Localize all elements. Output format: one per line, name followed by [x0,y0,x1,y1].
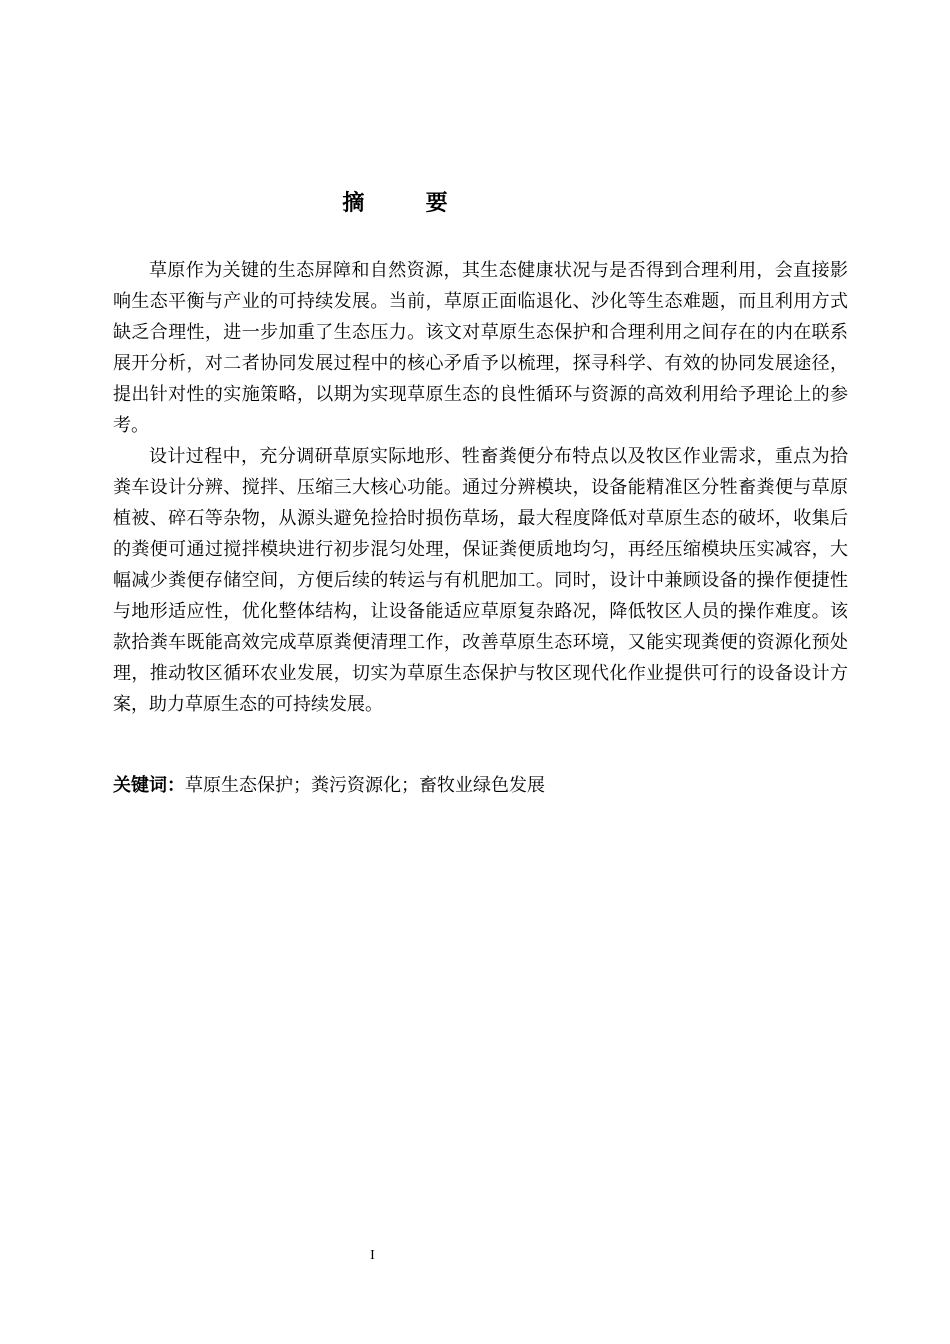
abstract-paragraph-2: 设计过程中，充分调研草原实际地形、牲畜粪便分布特点以及牧区作业需求，重点为拾粪车设计分辨、搅拌、压缩三大核心功能。通过分辨模块，设备能精准区分牲畜粪便与草原植被、碎石等杂物，从源头避免捡拾时损伤草场，最大程度降低对草原生态的破坏，收集后的粪便可通过搅拌模块进行初步混匀处理，保证粪便质地均匀，再经压缩模块压实减容，大幅减少粪便存储空间，方便后续的转运与有机肥加工。同时，设计中兼顾设备的操作便捷性与地形适应性，优化整体结构，让设备能适应草原复杂路况，降低牧区人员的操作难度。该款拾粪车既能高效完成草原粪便清理工作，改善草原生态环境，又能实现粪便的资源化预处理，推动牧区循环农业发展，切实为草原生态保护与牧区现代化作业提供可行的设备设计方案，助力草原生态的可持续发展。 [113,446,848,715]
abstract-body [113,255,848,720]
page-number: I [370,1248,375,1263]
abstract-title: 摘 要 [342,191,448,216]
keywords-label: 关键词： [113,775,185,796]
keywords-line [113,770,848,801]
keywords-text: 草原生态保护；粪污资源化；畜牧业绿色发展 [185,775,545,796]
abstract-paragraph-1: 草原作为关键的生态屏障和自然资源，其生态健康状况与是否得到合理利用，会直接影响生态平衡与产业的可持续发展。当前，草原正面临退化、沙化等生态难题，而且利用方式缺乏合理性，进一步加重了生态压力。该文对草原生态保护和合理利用之间存在的内在联系展开分析，对二者协同发展过程中的核心矛盾予以梳理，探寻科学、有效的协同发展途径，提出针对性的实施策略，以期为实现草原生态的良性循环与资源的高效利用给予理论上的参考。 [113,260,848,436]
